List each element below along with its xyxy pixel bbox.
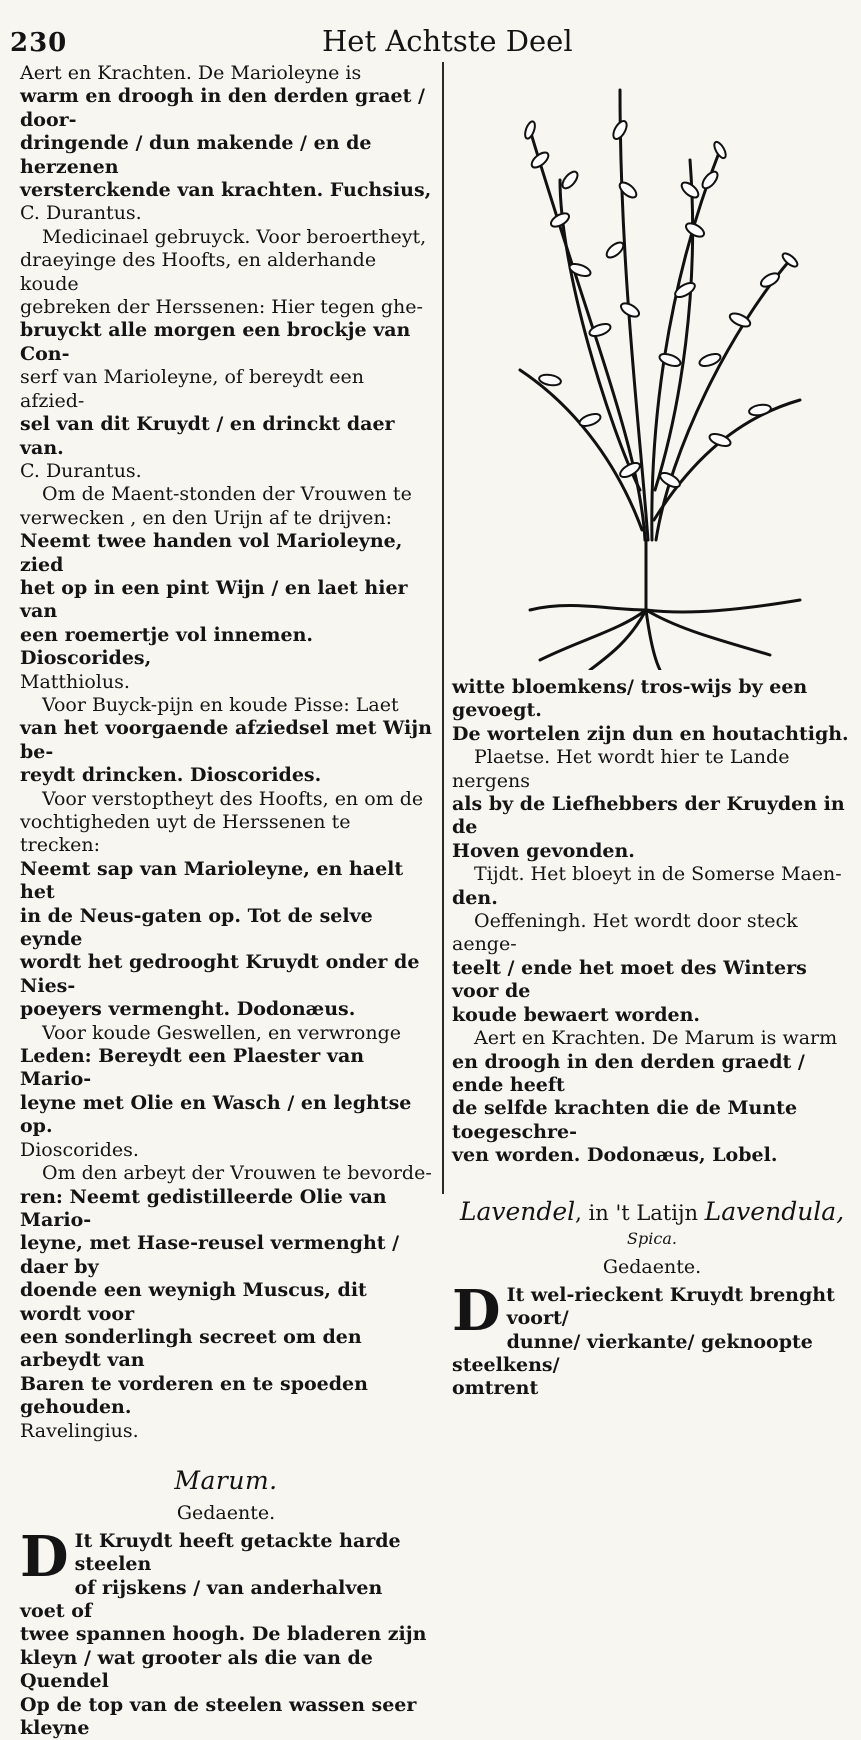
subtitle-spica: Spica.	[627, 1228, 677, 1248]
paragraph-medicinael: Medicinael gebruyck. Voor beroertheyt, draeyinge des Hoofts, en alderhande koude gebreken der Herssenen: Hier tegen ghe- bruyckt alle morgen een brockje van Con- serf van Marioleyne, of bereydt een afzied- sel van dit Kruydt / en drinckt daer van. C. Durantus.	[20, 225, 427, 482]
paragraph-buyck-pijn: Voor Buyck-pijn en koude Pisse: Laet van het voorgaende afziedsel met Wijn be- reydt drincken. Dioscorides.	[20, 693, 432, 787]
section-title-marum: Marum.	[174, 1465, 278, 1495]
subheading-gedaente-lavendel: Gedaente.	[602, 1256, 702, 1279]
column-divider	[442, 62, 444, 1194]
drop-cap: D	[20, 1523, 69, 1590]
paragraph-arbeyt: Om den arbeyt der Vrouwen te bevorde- ren: Neemt gedistilleerde Olie van Mario- leyne, met Hase-reusel vermenght / daer by doende een weynigh Muscus, dit wordt voor een sonderlingh secreet om den arbeydt van Baren te vorderen en te spoeden gehouden. Ravelingius.	[20, 1162, 432, 1442]
paragraph-plaetse: Plaetse. Het wordt hier te Lande nergens als by de Liefhebbers der Kruyden in de Hoven gevonden.	[452, 746, 845, 862]
plant-woodcut-illustration	[470, 70, 840, 670]
drop-cap-lavendel: D	[452, 1277, 501, 1344]
section-title-lavendel: Lavendel, in 't Latijn Lavendula,	[459, 1196, 845, 1226]
paragraph-aert-en-krachten: Aert en Krachten. De Marioleyne is warm en droogh in den derden graet / door- dringende / dun makende / en de herzenen versterckende van krachten. Fuchsius, C. Durantus.	[20, 62, 432, 225]
paragraph-tijdt: Tijdt. Het bloeyt in de Somerse Maen- den.	[452, 863, 842, 909]
page-number: 230	[10, 28, 68, 58]
paragraph-oeffeningh: Oeffeningh. Het wordt door steck aenge- teelt / ende het moet des Winters voor de koude bewaert worden.	[452, 910, 807, 1026]
subheading-gedaente: Gedaente.	[176, 1502, 276, 1525]
paragraph-lavendel-gedaente: D It wel-rieckent Kruydt brenght voort/ dunne/ vierkante/ geknoopte steelkens/ omtrent	[452, 1277, 835, 1400]
running-head: Het Achtste Deel	[322, 24, 573, 58]
paragraph-geswellen: Voor koude Geswellen, en verwronge Leden: Bereydt een Plaester van Mario- leyne met Olie en Wasch / en leghtse op. Dioscorides.	[20, 1021, 412, 1161]
paragraph-marum-gedaente: D It Kruydt heeft getackte harde steelen of rijskens / van anderhalven voet of twee spannen hoogh. De bladeren zijn kleyn / wat grooter als die van de Quendel Op de top van de steelen wassen seer kleyne	[20, 1523, 427, 1740]
left-column	[20, 62, 432, 1740]
paragraph-bloemkens: witte bloemkens/ tros-wijs by een gevoegt. De wortelen zijn dun en houtachtigh.	[452, 676, 849, 745]
paragraph-verstoptheyt: Voor verstoptheyt des Hoofts, en om de vochtigheden uyt de Herssenen te trecken: Neemt sap van Marioleyne, en haelt het in de Neus-gaten op. Tot de selve eynde wordt het gedrooght Kruydt onder de Nies- poeyers vermenght. Dodonæus.	[20, 787, 424, 1021]
paragraph-maent-stonden: Om de Maent-stonden der Vrouwen te verwecken , en den Urijn af te drijven: Neemt twee handen vol Marioleyne, zied het op in een pint Wijn / en laet hier van een roemertje vol innemen. Dioscorides, Matthiolus.	[20, 483, 412, 693]
right-column	[452, 676, 852, 1401]
paragraph-aert-marum: Aert en Krachten. De Marum is warm en droogh in den derden graedt / ende heeft de selfde krachten die de Munte toegeschre- ven worden. Dodonæus, Lobel.	[452, 1027, 838, 1167]
